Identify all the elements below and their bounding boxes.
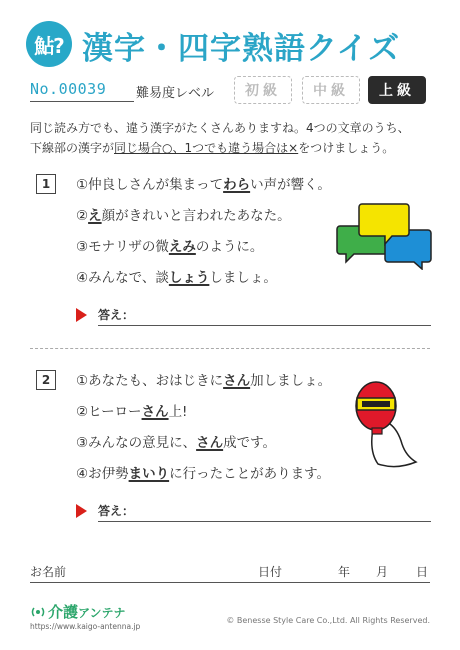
question-item: ④お伊勢まいりに行ったことがあります。 — [76, 466, 331, 482]
question-item: ③みんなの意見に、さん成です。 — [76, 435, 277, 451]
instructions-text-end: をつけましょう。 — [298, 141, 395, 155]
red-triangle-marker-icon — [76, 308, 87, 322]
speech-bubbles-icon — [336, 200, 434, 270]
underlined-reading: え — [88, 208, 102, 224]
kaigo-antenna-logo[interactable] — [30, 601, 230, 641]
instructions — [30, 118, 440, 158]
question-item: ①あなたも、おはじきにさん加しましょ。 — [76, 373, 332, 389]
worksheet-header — [26, 17, 436, 69]
section-divider — [30, 348, 430, 349]
underlined-reading: わら — [223, 177, 251, 193]
level-badge-advanced: 上級 — [368, 76, 426, 104]
underlined-reading: まいり — [128, 466, 170, 482]
answer-line — [98, 521, 431, 522]
name-label: お名前 — [30, 565, 67, 579]
underlined-reading: さん — [196, 435, 224, 451]
answer-label: 答え： — [98, 504, 135, 518]
question-block-2 — [26, 368, 436, 528]
page-title: 漢字・四字熟語クイズ — [82, 31, 401, 67]
answer-line — [98, 325, 431, 326]
year-label: 年 — [338, 565, 351, 579]
question-block-1 — [26, 172, 436, 332]
answer-label: 答え： — [98, 308, 135, 322]
name-date-line[interactable] — [30, 582, 430, 583]
answer-field-2[interactable] — [76, 502, 431, 522]
question-number-underline — [30, 101, 134, 102]
question-item: ②ヒーローさん上! — [76, 404, 188, 420]
difficulty-label: 難易度レベル — [136, 86, 215, 101]
question-number-box: 2 — [36, 370, 56, 390]
question-item: ③モナリザの微えみのように。 — [76, 239, 264, 255]
question-number-box: 1 — [36, 174, 56, 194]
level-badge-beginner: 初級 — [234, 76, 292, 104]
question-item: ②え顔がきれいと言われたあなた。 — [76, 208, 291, 224]
instructions-underlined-rule: 同じ場合○、1つでも違う場合は× — [114, 141, 299, 155]
quiz-logo-icon: 鮎? — [26, 21, 72, 67]
question-item: ④みんなで、談しょうしましょ。 — [76, 270, 277, 286]
day-label: 日 — [416, 565, 429, 579]
date-label: 日付 — [258, 565, 283, 579]
antenna-signal-icon — [30, 603, 46, 619]
red-triangle-marker-icon — [76, 504, 87, 518]
hero-mask-icon — [352, 378, 420, 470]
meta-row — [26, 76, 436, 106]
underlined-reading: しょう — [168, 270, 210, 286]
underlined-reading: さん — [141, 404, 169, 420]
instructions-line-1: 同じ読み方でも、違う漢字がたくさんありますね。4つの文章のうち、 — [30, 121, 410, 135]
name-date-row — [30, 563, 430, 585]
question-number: No.00039 — [30, 80, 107, 98]
level-badge-intermediate: 中級 — [302, 76, 360, 104]
answer-field-1[interactable] — [76, 306, 431, 326]
instructions-line-2 — [30, 138, 440, 158]
question-item: ①仲良しさんが集まってわらい声が響く。 — [76, 177, 331, 193]
copyright-notice: © Benesse Style Care Co.,Ltd. All Rights Reserved. — [226, 616, 430, 625]
underlined-reading: えみ — [168, 239, 196, 255]
underlined-reading: さん — [223, 373, 251, 389]
brand-url: https://www.kaigo-antenna.jp — [30, 622, 141, 631]
month-label: 月 — [376, 565, 389, 579]
instructions-text: 下線部の漢字が — [30, 141, 115, 155]
brand-name: 介護アンテナ — [48, 603, 126, 621]
